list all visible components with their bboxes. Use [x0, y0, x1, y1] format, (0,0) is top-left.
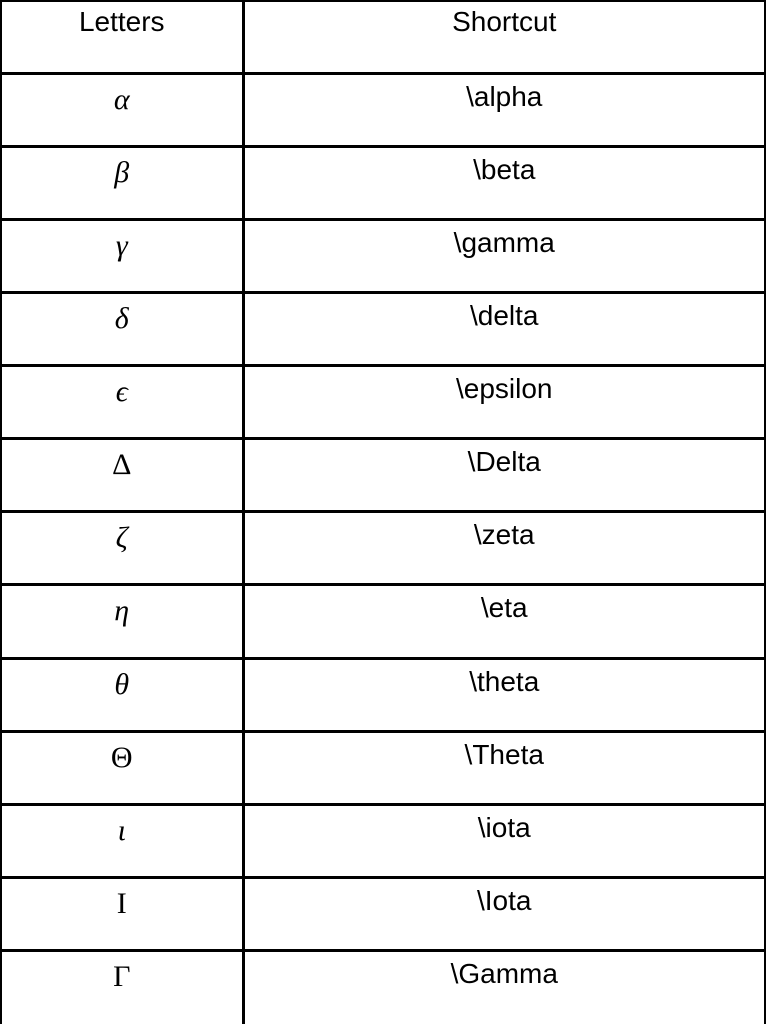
greek-letter: γ	[115, 228, 128, 262]
shortcut-command: \iota	[477, 811, 531, 843]
table-row	[1, 731, 765, 804]
shortcut-cell	[243, 585, 765, 658]
table-row	[1, 878, 765, 951]
letter-cell	[1, 731, 243, 804]
table-row	[1, 219, 765, 292]
letter-cell	[1, 219, 243, 292]
letter-cell	[1, 585, 243, 658]
shortcut-command: \epsilon	[455, 373, 553, 405]
shortcut-cell	[243, 146, 765, 219]
shortcut-cell	[243, 73, 765, 146]
letter-cell	[1, 292, 243, 365]
shortcut-command: \eta	[480, 592, 528, 624]
table-row	[1, 73, 765, 146]
shortcut-header-cell	[243, 1, 765, 73]
table-row	[1, 292, 765, 365]
shortcut-command: \theta	[469, 665, 540, 697]
table-row	[1, 585, 765, 658]
table-row	[1, 366, 765, 439]
table-row	[1, 951, 765, 1024]
table-row	[1, 439, 765, 512]
header-row	[1, 1, 765, 73]
greek-letter: ϵ	[115, 375, 128, 409]
letter-cell	[1, 658, 243, 731]
letter-cell	[1, 146, 243, 219]
shortcut-command: \gamma	[453, 226, 555, 258]
greek-letter: α	[113, 82, 130, 116]
shortcut-command: \Theta	[464, 738, 544, 770]
table-row	[1, 146, 765, 219]
shortcut-cell	[243, 512, 765, 585]
table-body	[1, 73, 765, 1024]
shortcut-cell	[243, 878, 765, 951]
greek-letter: Δ	[112, 448, 132, 482]
letters-header-cell	[1, 1, 243, 73]
shortcut-command: \zeta	[473, 519, 535, 551]
shortcut-command: \Gamma	[450, 958, 558, 990]
greek-letter: ι	[117, 813, 126, 847]
shortcut-cell	[243, 951, 765, 1024]
letter-cell	[1, 439, 243, 512]
greek-letter: β	[114, 155, 130, 189]
letter-cell	[1, 951, 243, 1024]
shortcut-command: \Delta	[467, 446, 541, 478]
table-row	[1, 512, 765, 585]
letter-cell	[1, 366, 243, 439]
greek-letter: Γ	[113, 960, 131, 994]
shortcut-cell	[243, 658, 765, 731]
shortcut-command: \delta	[470, 299, 539, 331]
greek-letter: Θ	[110, 740, 133, 774]
table-row	[1, 658, 765, 731]
shortcut-command: \Iota	[477, 885, 532, 917]
greek-letter: η	[114, 594, 130, 628]
shortcut-cell	[243, 219, 765, 292]
letters-header: Letters	[78, 6, 165, 37]
shortcut-cell	[243, 292, 765, 365]
letter-cell	[1, 73, 243, 146]
shortcut-command: \alpha	[466, 80, 543, 112]
greek-letter: Ι	[116, 887, 127, 921]
table-row	[1, 804, 765, 877]
greek-letter: θ	[114, 667, 130, 701]
shortcut-cell	[243, 731, 765, 804]
letter-cell	[1, 878, 243, 951]
letter-cell	[1, 512, 243, 585]
shortcut-command: \beta	[473, 153, 536, 185]
letter-cell	[1, 804, 243, 877]
shortcut-header: Shortcut	[452, 6, 557, 37]
greek-letter: δ	[114, 301, 129, 335]
greek-letter: ζ	[115, 521, 128, 555]
shortcut-cell	[243, 439, 765, 512]
shortcut-cell	[243, 804, 765, 877]
shortcut-cell	[243, 366, 765, 439]
